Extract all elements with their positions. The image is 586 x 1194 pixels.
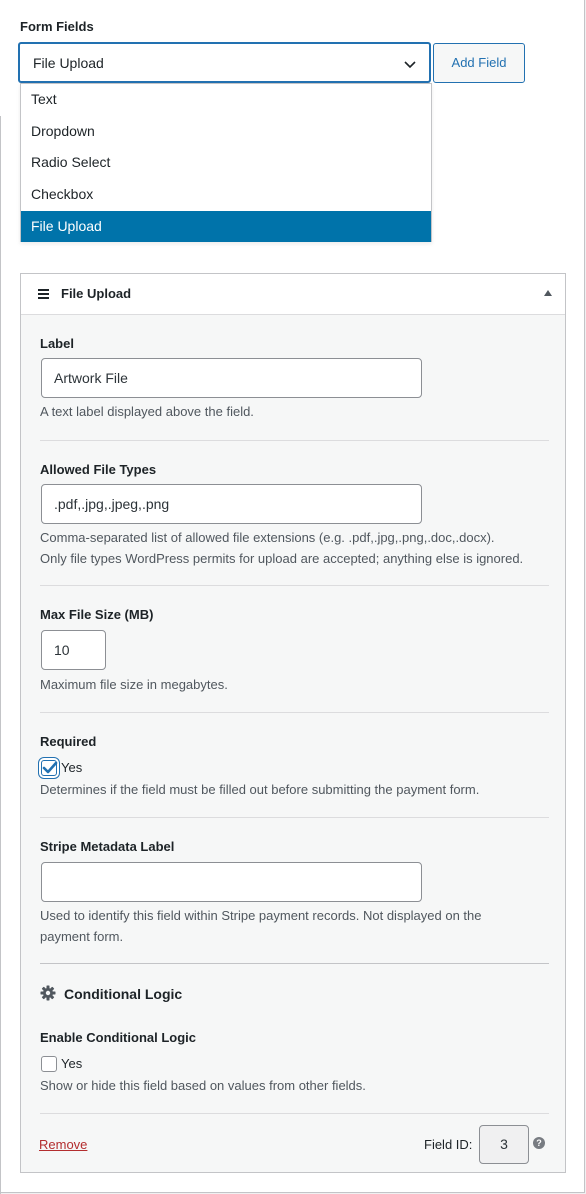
max-size-label: Max File Size (MB) <box>40 607 154 622</box>
field-type-select-value: File Upload <box>33 55 104 71</box>
option-text[interactable]: Text <box>31 91 57 107</box>
enable-conditional-checkbox[interactable] <box>41 1056 57 1072</box>
required-checkbox[interactable] <box>41 760 57 776</box>
field-id-label: Field ID: <box>424 1137 473 1152</box>
metadata-label: Stripe Metadata Label <box>40 839 175 854</box>
divider <box>40 585 549 586</box>
checkmark-icon <box>40 758 60 778</box>
max-size-description: Maximum file size in megabytes. <box>40 677 228 692</box>
metadata-input[interactable] <box>41 862 422 902</box>
caret-up-icon[interactable] <box>544 290 552 296</box>
metadata-description-2: payment form. <box>40 929 124 944</box>
field-type-select[interactable] <box>19 43 430 82</box>
label-field-label: Label <box>40 336 74 351</box>
question-circle-icon[interactable]: ? <box>533 1137 545 1149</box>
required-label: Required <box>40 734 97 749</box>
option-file-upload[interactable]: File Upload <box>21 211 431 243</box>
divider <box>40 817 549 818</box>
divider <box>40 712 549 713</box>
panel-header[interactable] <box>21 274 565 315</box>
form-fields-title: Form Fields <box>20 19 94 34</box>
option-checkbox[interactable]: Checkbox <box>31 186 94 203</box>
required-checkbox-label[interactable]: Yes <box>61 760 83 775</box>
panel-title: File Upload <box>61 286 132 301</box>
label-input[interactable]: Artwork File <box>41 358 422 398</box>
field-id-value: 3 <box>479 1125 529 1164</box>
menu-icon[interactable] <box>38 289 49 299</box>
option-dropdown[interactable]: Dropdown <box>31 122 95 139</box>
file-types-label: Allowed File Types <box>40 462 157 477</box>
enable-conditional-label: Enable Conditional Logic <box>40 1030 196 1045</box>
file-types-description-2: Only file types WordPress permits for upload are accepted; anything else is ignored. <box>40 551 524 566</box>
remove-link[interactable]: Remove <box>39 1137 88 1152</box>
left-border <box>0 116 1 1194</box>
chevron-down-icon <box>403 57 417 71</box>
metadata-description-1: Used to identify this field within Stripe payment records. Not displayed on the <box>40 908 482 923</box>
label-description: A text label displayed above the field. <box>40 404 254 419</box>
enable-conditional-checkbox-label[interactable]: Yes <box>61 1056 83 1071</box>
field-type-options <box>20 83 432 242</box>
divider <box>40 963 549 964</box>
gear-icon <box>40 985 56 1001</box>
max-size-input[interactable]: 10 <box>41 630 106 670</box>
required-description: Determines if the field must be filled out before submitting the payment form. <box>40 782 480 797</box>
divider <box>40 1113 549 1114</box>
conditional-description: Show or hide this field based on values from other fields. <box>40 1078 366 1093</box>
file-types-input[interactable]: .pdf,.jpg,.jpeg,.png <box>41 484 422 524</box>
file-upload-field-panel <box>20 273 566 1173</box>
option-radio-select[interactable]: Radio Select <box>31 154 111 171</box>
divider <box>40 440 549 441</box>
add-field-button[interactable]: Add Field <box>433 43 525 83</box>
file-types-description-1: Comma-separated list of allowed file extensions (e.g. .pdf,.jpg,.png,.doc,.docx). <box>40 530 495 545</box>
conditional-heading: Conditional Logic <box>64 986 183 1002</box>
